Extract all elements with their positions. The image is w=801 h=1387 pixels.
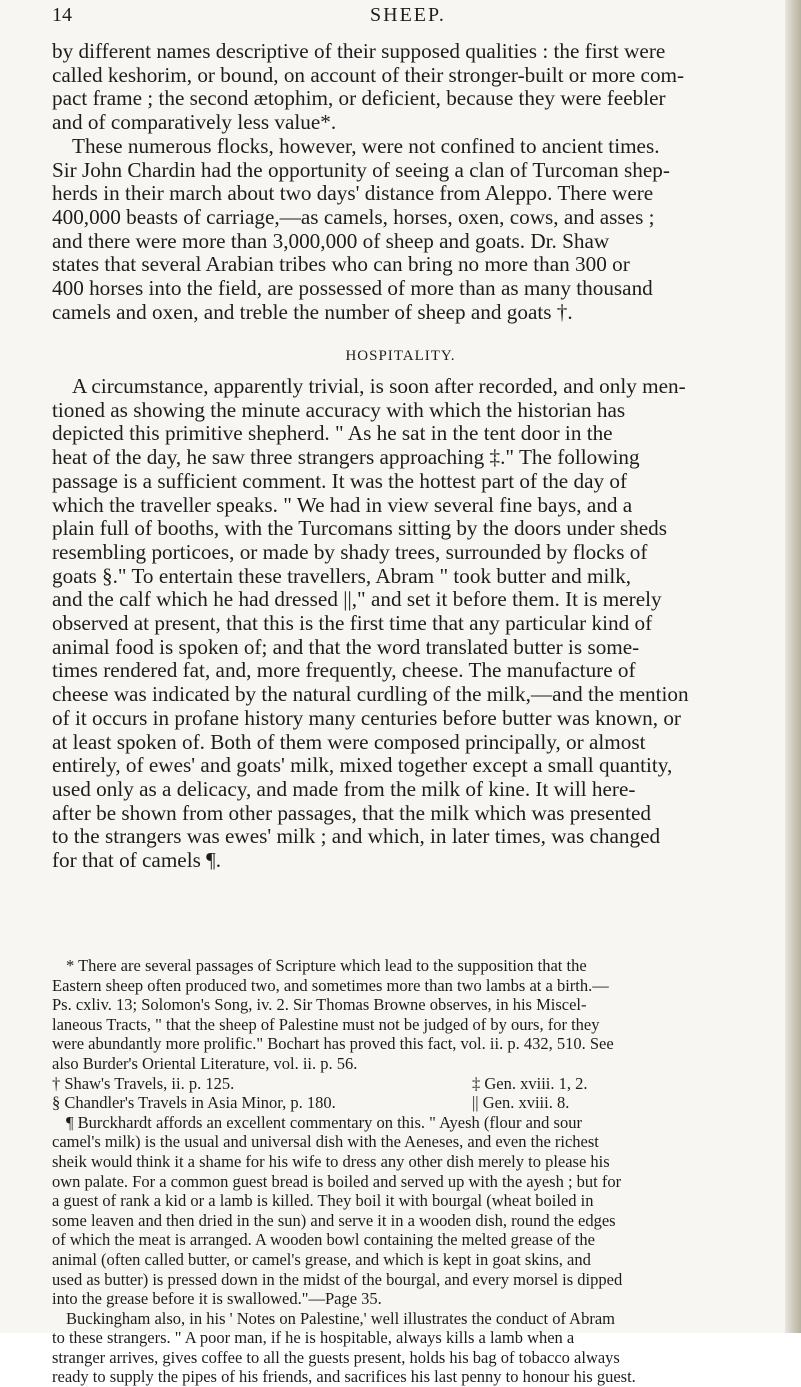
text-line: plain full of booths, with the Turcomans sitting by the doors under sheds [52,516,667,541]
footnote-line: ready to supply the pipes of his friends, and sacrifices his last penny to honour his guest. [52,1367,636,1387]
paragraph-continuation [52,40,787,135]
text-line: at least spoken of. Both of them were composed principally, or almost [52,729,646,754]
footnote-pilcrow [52,1113,787,1309]
page-number: 14 [52,4,72,26]
text-line: A circumstance, apparently trivial, is soon after recorded, and only men- [72,374,686,398]
text-line: cheese was indicated by the natural curdling of the milk,—and the mention [52,682,689,707]
text-line: and the calf which he had dressed ||," and set it before them. It is merely [52,587,662,612]
section-heading: HOSPITALITY. [345,348,456,364]
text-line: and of comparatively less value*. [52,110,337,135]
text-line: pact frame ; the second ætophim, or deficient, because they were feebler [52,86,666,111]
footnote-line: used as butter) is pressed down in the midst of the bourgal, and every morsel is dipped [52,1269,623,1289]
text-line: herds in their march about two days' distance from Aleppo. There were [52,181,654,206]
text-line: tioned as showing the minute accuracy with which the historian has [52,397,626,422]
footnote-line: of which the meat is arranged. A wooden bowl containing the melted grease of the [52,1230,595,1250]
footnote-star [52,956,787,1074]
text-line: and there were more than 3,000,000 of sheep and goats. Dr. Shaw [52,228,610,253]
text-line: heat of the day, he saw three strangers approaching ‡." The following [52,445,640,470]
text-line: depicted this primitive shepherd. " As he sat in the tent door in the [52,421,613,446]
footnote-line: some leaven and then dried in the sun) and serve it in a wooden dish, round the edges [52,1210,616,1230]
text-line: entirely, of ewes' and goats' milk, mixed together except a small quantity, [52,753,673,778]
text-line: 400,000 beasts of carriage,—as camels, horses, oxen, cows, and asses ; [52,204,655,229]
footnote-refs-row [52,1093,787,1113]
footnote-section: § Chandler's Travels in Asia Minor, p. 180. [52,1093,336,1113]
paragraph-flocks [52,135,787,325]
page-header [0,4,801,30]
body-text [52,40,787,324]
footnote-refs-row [52,1074,787,1094]
footnote-double-dagger: ‡ Gen. xviii. 1, 2. [472,1073,588,1093]
page-edge-shadow [785,0,801,1333]
text-line: camels and oxen, and treble the number of sheep and goats †. [52,299,573,324]
text-line: passage is a sufficient comment. It was the hottest part of the day of [52,468,628,493]
text-line: goats §." To entertain these travellers, Abram " took butter and milk, [52,563,632,588]
footnote-line: stranger arrives, gives coffee to all the guests present, holds his bag of tobacco always [52,1347,620,1367]
footnote-line: Buckingham also, in his ' Notes on Palestine,' well illustrates the conduct of Abram [66,1308,615,1328]
text-line: observed at present, that this is the first time that any particular kind of [52,611,653,636]
footnote-dagger: † Shaw's Travels, ii. p. 125. [52,1073,235,1093]
footnote-line: own palate. For a common guest bread is boiled and served up with the ayesh ; but for [52,1171,622,1191]
text-line: times rendered fat, and, more frequently, cheese. The manufacture of [52,658,636,683]
footnote-parallel: || Gen. xviii. 8. [472,1093,570,1113]
footnote-line: to these strangers. " A poor man, if he is hospitable, always kills a lamb when a [52,1328,575,1348]
footnote-line: Ps. cxliv. 13; Solomon's Song, iv. 2. Sir Thomas Browne observes, in his Miscel- [52,995,587,1015]
footnote-line: camel's milk) is the usual and universal dish with the Aeneses, and even the richest [52,1132,599,1152]
body-text-hospitality [52,375,787,873]
text-line: Sir John Chardin had the opportunity of seeing a clan of Turcoman shep- [52,157,670,182]
footnote-line: also Burder's Oriental Literature, vol. ii. p. 56. [52,1053,358,1073]
text-line: 400 horses into the field, are possessed of more than as many thousand [52,276,653,301]
footnote-line: animal (often called butter, or camel's grease, and which is kept in goat skins, and [52,1249,591,1269]
footnote-line: laneous Tracts, " that the sheep of Palestine must not be judged of by ours, for they [52,1014,600,1034]
footnote-line: ¶ Burckhardt affords an excellent commentary on this. " Ayesh (flour and sour [66,1112,582,1132]
text-line: of it occurs in profane history many centuries before butter was known, or [52,705,681,730]
footnote-line: a guest of rank a kid or a lamb is killed. They boil it with bourgal (wheat boiled in [52,1191,594,1211]
text-line: after be shown from other passages, that the milk which was presented [52,800,651,825]
text-line: These numerous flocks, however, were not confined to ancient times. [72,133,660,158]
text-line: for that of camels ¶. [52,848,222,873]
text-line: by different names descriptive of their supposed qualities : the first were [52,39,666,63]
footnote-buckingham [52,1309,787,1387]
text-line: which the traveller speaks. " We had in view several fine bays, and a [52,492,633,517]
text-line: called keshorim, or bound, on account of their stronger-built or more com- [52,62,685,87]
running-title: SHEEP. [370,4,446,26]
footnotes [52,956,787,1387]
footnote-line: sheik would think it a shame for his wife to dress any other dish merely to please his [52,1151,610,1171]
text-line: animal food is spoken of; and that the word translated butter is some- [52,634,640,659]
paragraph-hospitality [52,375,787,873]
text-line: to the strangers was ewes' milk ; and which, in later times, was changed [52,824,661,849]
footnote-line: Eastern sheep often produced two, and sometimes more than two lambs at a birth.— [52,975,609,995]
text-line: used only as a delicacy, and made from the milk of kine. It will here- [52,776,636,801]
text-line: resembling porticoes, or made by shady trees, surrounded by flocks of [52,539,648,564]
footnote-line: were abundantly more prolific." Bochart has proved this fact, vol. ii. p. 432, 510. See [52,1034,614,1054]
text-line: states that several Arabian tribes who can bring no more than 300 or [52,252,630,277]
footnote-line: * There are several passages of Scripture which lead to the supposition that the [66,956,587,975]
footnote-line: into the grease before it is swallowed."—Page 35. [52,1289,382,1309]
